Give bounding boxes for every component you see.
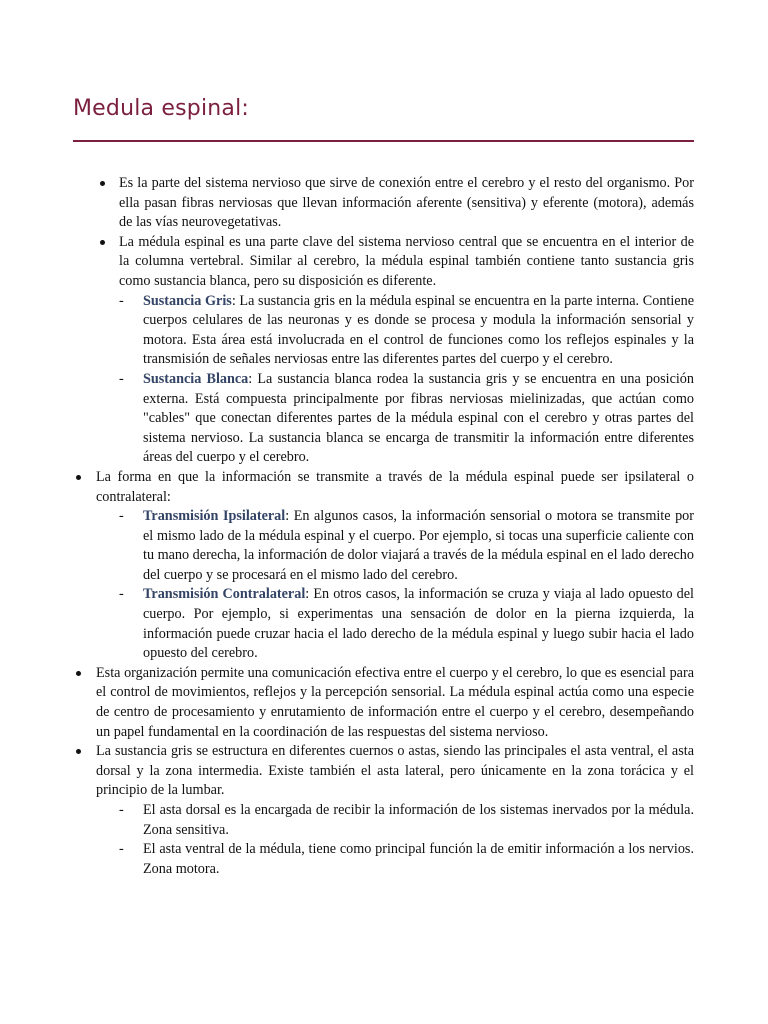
bullet-text: La forma en que la información se transmite a través de la médula espinal puede ser ipsilateral o contralateral: — [96, 468, 694, 505]
dash-item — [73, 585, 694, 663]
dash-item — [73, 292, 694, 370]
bullet-item — [73, 174, 694, 233]
bullet-item — [73, 233, 694, 292]
term-sustancia-blanca: Sustancia Blanca — [143, 370, 249, 387]
bullet-text: La sustancia gris se estructura en diferentes cuernos o astas, siendo las principales el asta ventral, el asta dorsal y la zona intermedia. Existe también el asta lateral, pero únicamente en la zona torácica y el principio de la lumbar. — [96, 743, 694, 799]
bullet-icon — [100, 240, 105, 245]
dash-marker: - — [119, 586, 124, 603]
dash-marker: - — [119, 292, 124, 309]
dash-item — [73, 840, 694, 879]
bullet-text: Esta organización permite una comunicación efectiva entre el cuerpo y el cerebro, lo que es esencial para el control de movimientos, reflejos y la percepción sensorial. La médula espinal actúa como una especie de centro de procesamiento y enrutamiento de información entre el cuerpo y el cerebro, desempeñando un papel fundamental en la coordinación de las respuestas del sistema nervioso. — [96, 664, 694, 740]
bullet-item — [73, 468, 694, 507]
dash-text: : La sustancia blanca rodea la sustancia gris y se encuentra en una posición externa. Está compuesta principalmente por fibras nerviosas mielinizadas, que actúan como "cables" que conectan diferentes partes de la médula espinal con el cerebro y otras partes del sistema nervioso. La sustancia blanca se encarga de transmitir la información entre diferentes áreas del cuerpo y el cerebro. — [143, 370, 694, 466]
bullet-text: La médula espinal es una parte clave del sistema nervioso central que se encuentra en el interior de la columna vertebral. Similar al cerebro, la médula espinal también contiene tanto sustancia gris como sustancia blanca, pero su disposición es diferente. — [119, 233, 694, 289]
title-divider — [73, 140, 694, 142]
dash-text: El asta ventral de la médula, tiene como principal función la de emitir información a los nervios. Zona motora. — [143, 841, 694, 877]
bullet-item — [73, 742, 694, 801]
dash-text: : En otros casos, la información se cruza y viaja al lado opuesto del cuerpo. Por ejemplo, si experimentas una sensación de dolor en la pierna izquierda, la información puede cruzar hacia el lado derecho de la médula espinal y luego subir hacia el lado opuesto del cerebro. — [143, 586, 695, 662]
term-transmision-contralateral: Transmisión Contralateral — [143, 586, 306, 603]
dash-item — [73, 370, 694, 468]
bullet-icon — [76, 671, 81, 676]
page-title: Medula espinal: — [73, 96, 250, 121]
dash-marker: - — [119, 508, 124, 525]
bullet-icon — [76, 749, 81, 754]
dash-text: El asta dorsal es la encargada de recibir la información de los sistemas inervados por la médula. Zona sensitiva. — [143, 802, 694, 838]
dash-item — [73, 507, 694, 585]
bullet-icon — [76, 475, 81, 480]
dash-text: : En algunos casos, la información sensorial o motora se transmite por el mismo lado de la médula espinal y el cuerpo. Por ejemplo, si tocas una superficie caliente con tu mano derecha, la información de dolor viajará a través de la médula espinal en el lado derecho del cuerpo y se procesará en el mismo lado del cerebro. — [143, 508, 694, 583]
dash-marker: - — [119, 841, 124, 858]
dash-marker: - — [119, 370, 124, 387]
bullet-item — [73, 664, 694, 742]
term-sustancia-gris: Sustancia Gris — [143, 292, 232, 309]
bullet-icon — [100, 181, 105, 186]
term-transmision-ipsilateral: Transmisión Ipsilateral — [143, 508, 286, 525]
dash-marker: - — [119, 802, 124, 818]
document-body — [73, 174, 694, 879]
dash-text: : La sustancia gris en la médula espinal se encuentra en la parte interna. Contiene cuerpos celulares de las neuronas y es donde se procesa y modula la información sensorial y motora. Esta área está involucrada en el control de funciones como los reflejos espinales y la transmisión de señales nerviosas entre las diferentes partes del cuerpo y el cerebro. — [143, 292, 694, 368]
bullet-text: Es la parte del sistema nervioso que sirve de conexión entre el cerebro y el resto del organismo. Por ella pasan fibras nerviosas que llevan información aferente (sensitiva) y eferente (motora), además de las vías neurovegetativas. — [119, 175, 694, 231]
dash-item — [73, 801, 694, 840]
